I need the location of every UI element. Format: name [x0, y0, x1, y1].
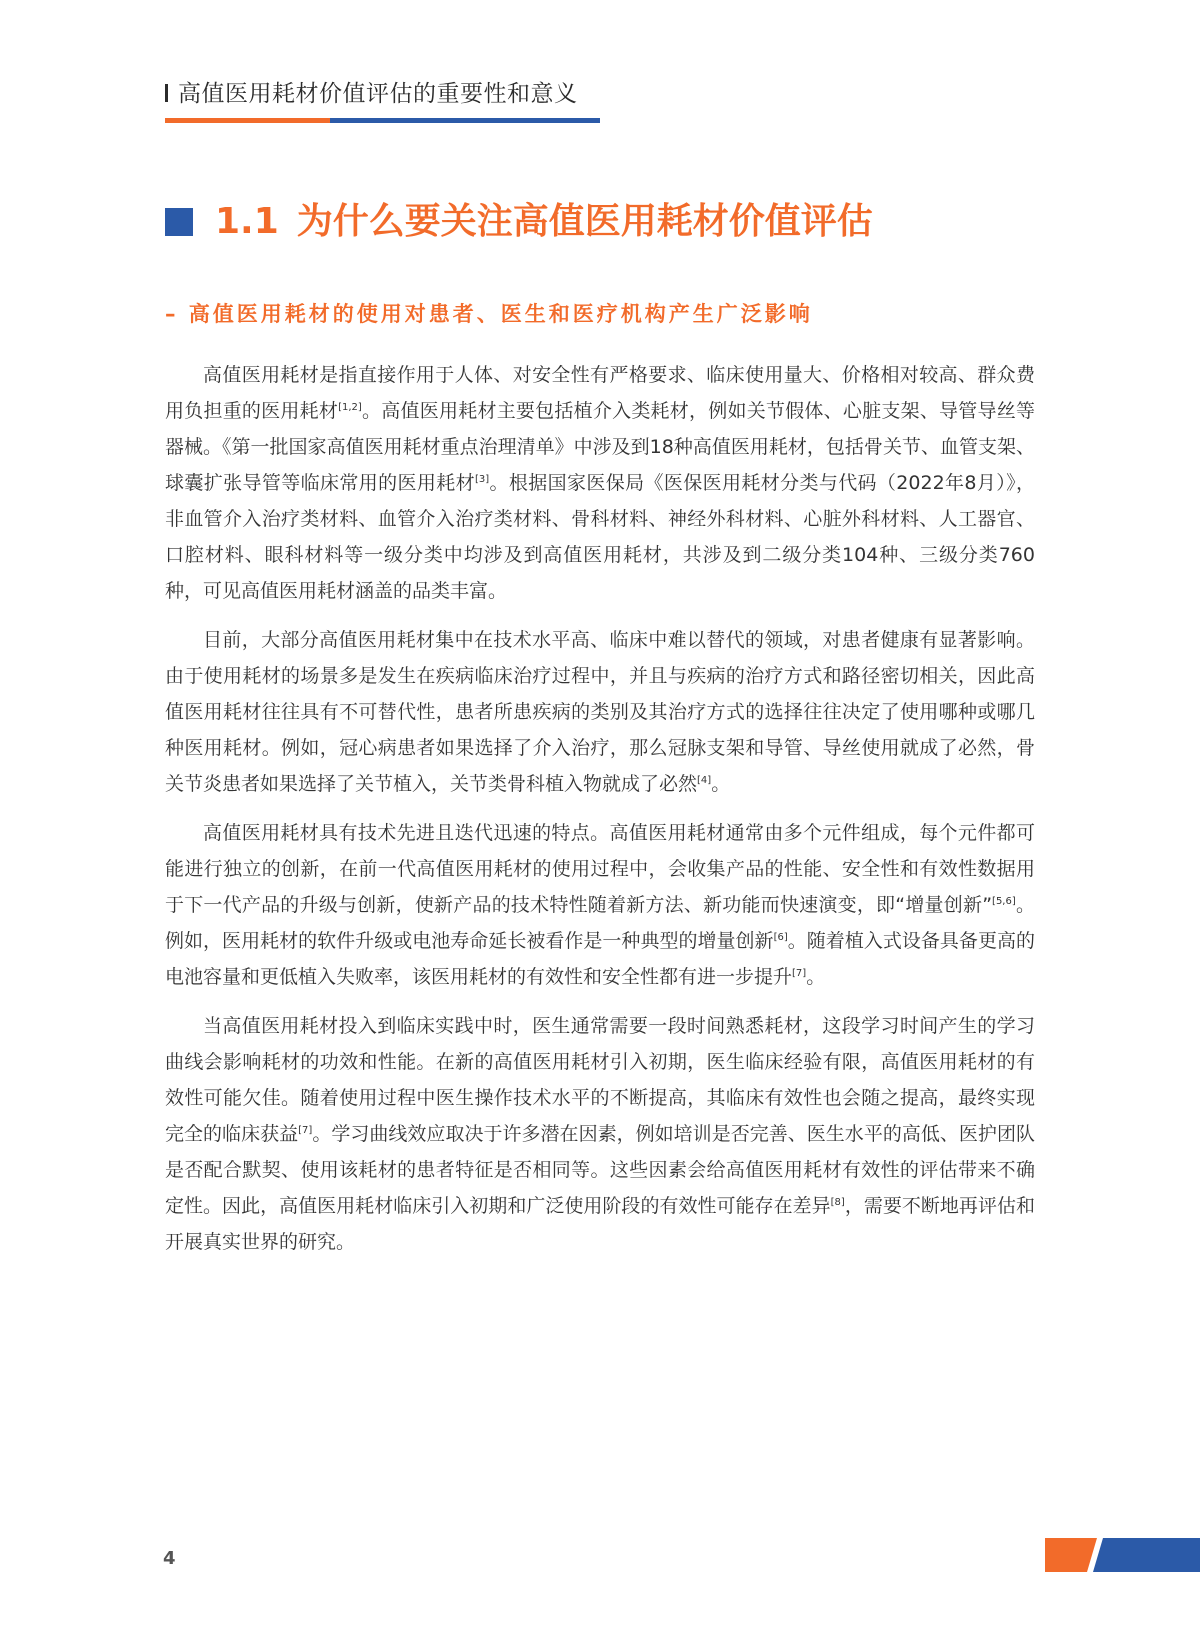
- paragraph-text: 高值医用耗材是指直接作用于人体、对安全性有严格要求、临床使用量大、价格相对较高、群众费用负担重的医用耗材: [165, 364, 1035, 422]
- paragraph: [165, 1008, 1035, 1260]
- paragraph-text: 高值医用耗材具有技术先进且迭代迅速的特点。高值医用耗材通常由多个元件组成，每个元件都可能进行独立的创新，在前一代高值医用耗材的使用过程中，会收集产品的性能、安全性和有效性数据用于下一代产品的升级与创新，使新产品的技术特性随着新方法、新功能而快速演变，即“增量创新”: [165, 822, 1035, 916]
- footer-decoration: [1045, 1538, 1200, 1572]
- body-text: [165, 357, 1035, 1273]
- header-rule: [165, 118, 600, 123]
- running-header-text: 高值医用耗材价值评估的重要性和意义: [178, 81, 578, 107]
- section-square-icon: [165, 208, 193, 236]
- header-bar-mark: [165, 84, 168, 102]
- citation-ref: [6]: [773, 932, 788, 943]
- paragraph-text: 。: [806, 966, 826, 988]
- citation-ref: [4]: [697, 775, 712, 786]
- paragraph: [165, 622, 1035, 802]
- section-title: 为什么要关注高值医用耗材价值评估: [296, 201, 873, 242]
- paragraph: [165, 357, 1035, 609]
- paragraph-text: 。学习曲线效应取决于许多潜在因素，例如培训是否完善、医生水平的高低、医护团队是否配合默契、使用该耗材的患者特征是否相同等。这些因素会给高值医用耗材有效性的评估带来不确定性。因此，高值医用耗材临床引入初期和广泛使用阶段的有效性可能存在差异: [165, 1123, 1035, 1217]
- citation-ref: [1,2]: [338, 402, 362, 413]
- page-number: 4: [163, 1548, 176, 1569]
- running-header-title: [165, 78, 600, 110]
- section-number: 1.1: [215, 201, 279, 242]
- paragraph-text: ，需要不断地再评估和开展真实世界的研究。: [165, 1195, 1035, 1253]
- header-rule-orange: [165, 118, 330, 123]
- paragraph-text: 。根据国家医保局《医保医用耗材分类与代码（2022年8月）》，非血管介入治疗类材料、血管介入治疗类材料、骨科材料、神经外科材料、心脏外科材料、人工器官、口腔材料、眼科材料等一级分类中均涉及到高值医用耗材，共涉及到二级分类104种、三级分类760种，可见高值医用耗材涵盖的品类丰富。: [165, 472, 1035, 602]
- citation-ref: [3]: [474, 474, 490, 485]
- citation-ref: [8]: [830, 1197, 845, 1208]
- subheading: – 高值医用耗材的使用对患者、医生和医疗机构产生广泛影响: [165, 302, 813, 326]
- paragraph-text: 。例如，医用耗材的软件升级或电池寿命延长被看作是一种典型的增量创新: [165, 894, 1035, 952]
- header-rule-blue: [330, 118, 600, 123]
- paragraph-text: 。高值医用耗材主要包括植介入类耗材，例如关节假体、心脏支架、导管导丝等器械。《第一批国家高值医用耗材重点治理清单》中涉及到18种高值医用耗材，包括骨关节、血管支架、球囊扩张导管等临床常用的医用耗材: [165, 400, 1035, 494]
- section-heading: [165, 200, 873, 244]
- citation-ref: [7]: [298, 1125, 313, 1136]
- paragraph-text: 。随着植入式设备具备更高的电池容量和更低植入失败率，该医用耗材的有效性和安全性都有进一步提升: [165, 930, 1035, 988]
- citation-ref: [5,6]: [992, 896, 1016, 907]
- citation-ref: [7]: [792, 968, 807, 979]
- paragraph-text: 当高值医用耗材投入到临床实践中时，医生通常需要一段时间熟悉耗材，这段学习时间产生的学习曲线会影响耗材的功效和性能。在新的高值医用耗材引入初期，医生临床经验有限，高值医用耗材的有效性可能欠佳。随着使用过程中医生操作技术水平的不断提高，其临床有效性也会随之提高，最终实现完全的临床获益: [165, 1015, 1035, 1145]
- paragraph: [165, 815, 1035, 995]
- running-header: [165, 78, 600, 123]
- paragraph-text: 目前，大部分高值医用耗材集中在技术水平高、临床中难以替代的领域，对患者健康有显著影响。由于使用耗材的场景多是发生在疾病临床治疗过程中，并且与疾病的治疗方式和路径密切相关，因此高值医用耗材往往具有不可替代性，患者所患疾病的类别及其治疗方式的选择往往决定了使用哪种或哪几种医用耗材。例如，冠心病患者如果选择了介入治疗，那么冠脉支架和导管、导丝使用就成了必然，骨关节炎患者如果选择了关节植入，关节类骨科植入物就成了必然: [165, 629, 1035, 795]
- paragraph-text: 。: [711, 773, 731, 795]
- footer-blue-slant: [1093, 1538, 1200, 1572]
- footer-orange-slant: [1045, 1538, 1097, 1572]
